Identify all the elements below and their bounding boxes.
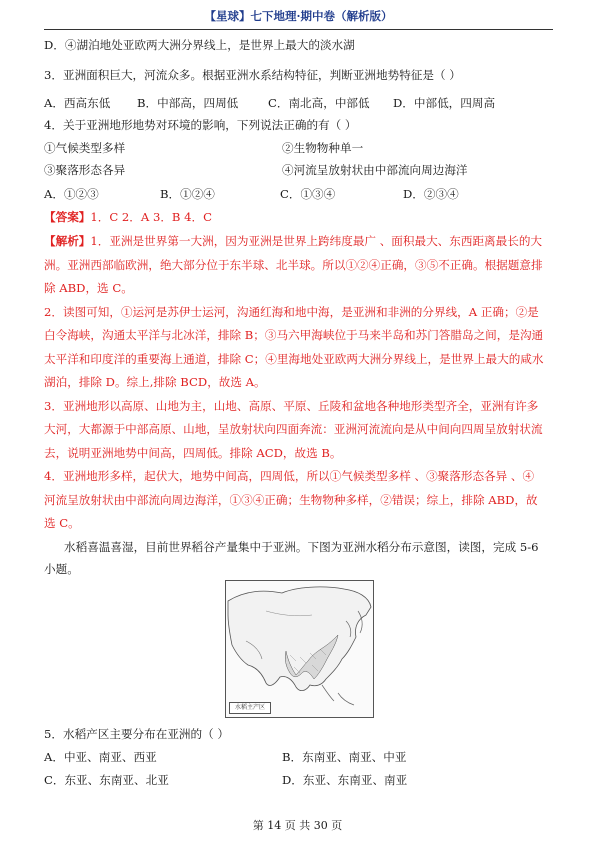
q5-options-row2 bbox=[44, 773, 556, 788]
q4-option-d: D．②③④ bbox=[403, 187, 459, 201]
q5-stem: 5．水稻产区主要分布在亚洲的（ ） bbox=[44, 727, 229, 741]
q4-stem: 4．关于亚洲地形地势对环境的影响，下列说法正确的有（ ） bbox=[44, 118, 357, 132]
analysis-line-10: 去，说明亚洲地势中间高，四周低。排除 ACD，故选 B。 bbox=[44, 446, 342, 460]
analysis-line-4: 2．读图可知，①运河是苏伊士运河，沟通红海和地中海，是亚洲和非洲的分界线，A 正确；②是 bbox=[44, 305, 539, 319]
q3-option-c: C．南北高，中部低 bbox=[268, 96, 370, 110]
q3-stem: 3．亚洲面积巨大，河流众多。根据亚洲水系结构特征，判断亚洲地势特征是（ ） bbox=[44, 68, 461, 82]
q4-item-1: ①气候类型多样 bbox=[44, 141, 126, 155]
asia-map-drawing bbox=[226, 581, 373, 717]
q4-option-a: A．①②③ bbox=[44, 187, 99, 201]
q4-item-4: ④河流呈放射状由中部流向周边海洋 bbox=[282, 163, 468, 177]
analysis-line-9: 大河，大都源于中部高原、山地，呈放射状向四面奔流：亚洲河流流向是从中间向四周呈放射状流 bbox=[44, 422, 543, 436]
q5-option-d: D．东亚、东南亚、南亚 bbox=[282, 773, 408, 787]
q4-item-2: ②生物物种单一 bbox=[282, 141, 364, 155]
q4-option-b: B．①②④ bbox=[160, 187, 215, 201]
q3-option-a: A．西高东低 bbox=[44, 96, 111, 110]
intro-line-2: 小题。 bbox=[44, 562, 79, 576]
q2-option-d: D．④湖泊地处亚欧两大洲分界线上，是世界上最大的淡水湖 bbox=[44, 38, 355, 52]
q4-option-c: C．①③④ bbox=[280, 187, 336, 201]
answer-text: 1．C 2．A 3．B 4．C bbox=[90, 210, 212, 224]
analysis-line-2: 洲。亚洲西部临欧洲，绝大部分位于东半球、北半球。所以①②④正确，③⑤不正确。根据题意排 bbox=[44, 258, 543, 272]
q4-item-3: ③聚落形态各异 bbox=[44, 163, 126, 177]
page-header-title: 【星球】七下地理·期中卷（解析版） bbox=[204, 9, 393, 23]
q4-items-row2 bbox=[44, 163, 556, 178]
analysis-line-12: 河流呈放射状由中部流向周边海洋，①③④正确；生物物种多样，②错误；综上，排除 ABD，故 bbox=[44, 493, 538, 507]
analysis-line-13: 选 C。 bbox=[44, 516, 80, 530]
q3-option-d: D．中部低，四周高 bbox=[393, 96, 496, 110]
analysis-line-6: 太平洋和印度洋的重要海上通道，排除 C；④里海地处亚欧两大洲分界线上，是世界上最大的咸水 bbox=[44, 352, 544, 366]
analysis-line-7: 湖泊，排除 D。综上,排除 BCD，故选 A。 bbox=[44, 375, 266, 389]
asia-rice-distribution-map bbox=[225, 580, 374, 718]
q5-option-b: B．东南亚、南亚、中亚 bbox=[282, 750, 407, 764]
analysis-line-3: 除 ABD，选 C。 bbox=[44, 281, 133, 295]
answer-label: 【答案】 bbox=[44, 210, 91, 224]
q4-items-row1 bbox=[44, 141, 556, 156]
q3-option-b: B．中部高，四周低 bbox=[137, 96, 239, 110]
q4-options bbox=[44, 187, 556, 202]
analysis-label: 【解析】 bbox=[44, 234, 91, 248]
q5-option-c: C．东亚、东南亚、北亚 bbox=[44, 773, 169, 787]
q5-option-a: A．中亚、南亚、西亚 bbox=[44, 750, 157, 764]
page-number: 第 14 页 共 30 页 bbox=[252, 819, 343, 832]
analysis-line-8: 3．亚洲地形以高原、山地为主，山地、高原、平原、丘陵和盆地各种地形类型齐全，亚洲有许多 bbox=[44, 399, 539, 413]
header-divider bbox=[44, 29, 553, 30]
q5-options-row1 bbox=[44, 750, 556, 765]
analysis-line-5: 白令海峡，沟通太平洋与北冰洋，排除 B；③马六甲海峡位于马来半岛和苏门答腊岛之间，是沟通 bbox=[44, 328, 544, 342]
answer-line bbox=[44, 210, 556, 225]
analysis-line-1: 【解析】1．亚洲是世界第一大洲，因为亚洲是世界上跨纬度最广 、面积最大、东西距离最长的大 bbox=[44, 234, 543, 248]
q3-options bbox=[44, 96, 556, 111]
intro-line-1: 水稻喜温喜湿，目前世界稻谷产量集中于亚洲。下图为亚洲水稻分布示意图，读图，完成 5-6 bbox=[64, 540, 539, 554]
map-legend: 水稻主产区 bbox=[229, 702, 271, 714]
analysis-line-11: 4．亚洲地形多样，起伏大，地势中间高，四周低，所以①气候类型多样 、③聚落形态各异 、④ bbox=[44, 469, 535, 483]
